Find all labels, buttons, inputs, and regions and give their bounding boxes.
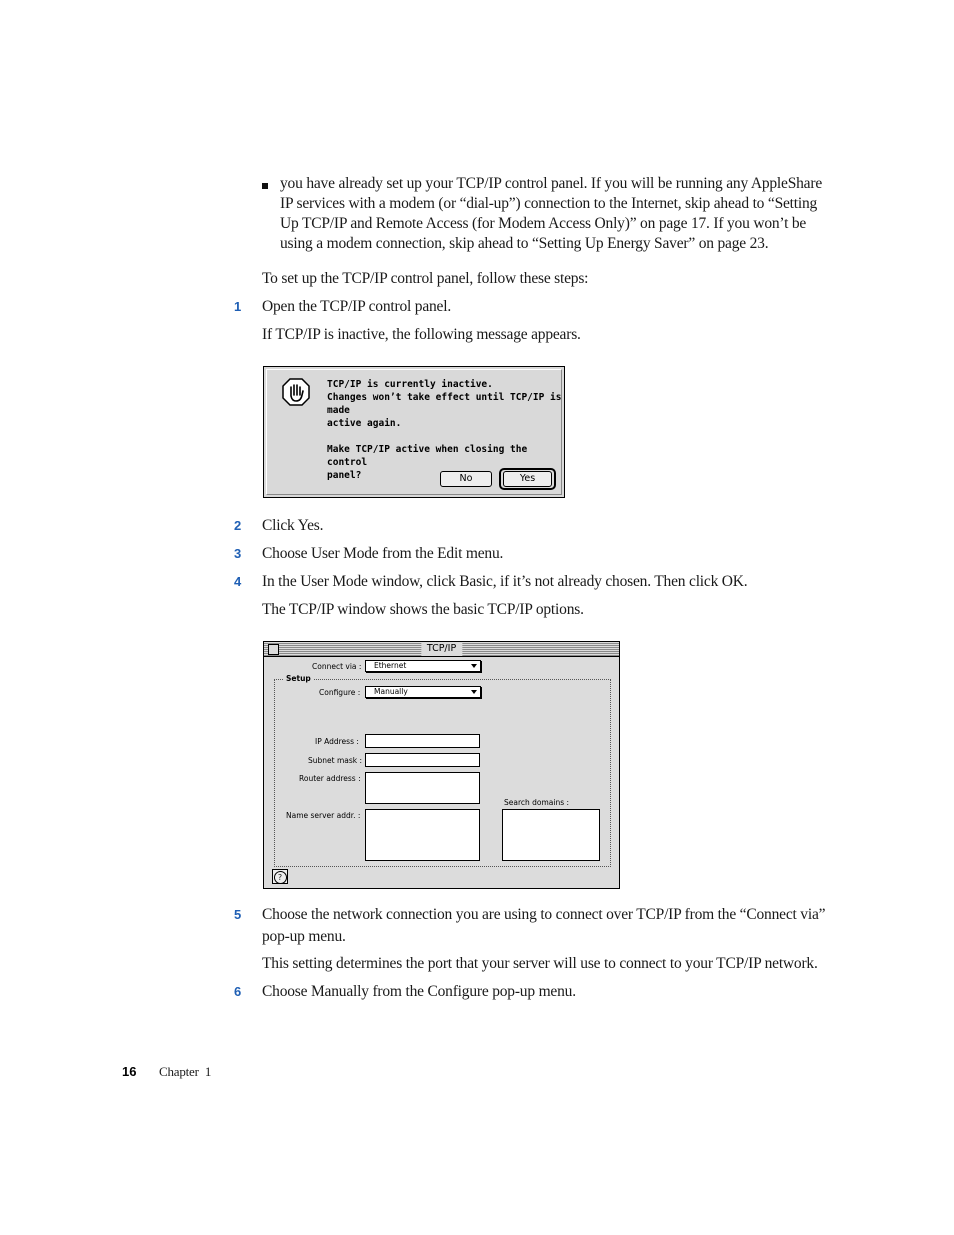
- help-button[interactable]: [272, 869, 288, 884]
- bullet-line-1: you have already set up your TCP/IP control panel. If you will be running any AppleShare: [280, 175, 823, 192]
- close-box-icon[interactable]: [268, 644, 279, 655]
- dialog-line-2: Changes won’t take effect until TCP/IP is made: [327, 392, 562, 416]
- dialog-line-1: TCP/IP is currently inactive.: [327, 379, 493, 390]
- step-2-number: 2: [234, 518, 242, 533]
- help-icon: ?: [274, 871, 287, 884]
- window-titlebar[interactable]: [264, 642, 619, 657]
- subnet-mask-label: Subnet mask :: [308, 756, 363, 765]
- step-1-number: 1: [234, 299, 242, 314]
- ip-address-label: IP Address :: [315, 737, 359, 746]
- connect-via-label: Connect via :: [312, 662, 362, 671]
- search-domains-field[interactable]: [502, 809, 600, 861]
- name-server-field[interactable]: [365, 809, 480, 861]
- note-after-step-4: The TCP/IP window shows the basic TCP/IP options.: [262, 601, 584, 618]
- bullet-line-3: Up TCP/IP and Remote Access (for Modem Access Only)” on page 17. If you won’t be: [280, 215, 807, 232]
- step-6-text: Choose Manually from the Configure pop-up menu.: [262, 983, 576, 1000]
- chevron-down-icon: [471, 690, 477, 694]
- step-1-text: Open the TCP/IP control panel.: [262, 298, 452, 315]
- note-after-step-5: This setting determines the port that your server will use to connect to your TCP/IP network.: [262, 955, 818, 972]
- step-3-number: 3: [234, 546, 242, 561]
- connect-via-popup[interactable]: [365, 660, 481, 672]
- yes-button[interactable]: Yes: [503, 471, 552, 487]
- window-title: TCP/IP: [421, 642, 462, 656]
- step-5-text-line-1: Choose the network connection you are using to connect over TCP/IP from the “Connect via”: [262, 906, 826, 923]
- bullet-line-2: IP services with a modem (or “dial-up”) connection to the Internet, skip ahead to “Setting: [280, 195, 818, 212]
- step-2-text: Click Yes.: [262, 517, 324, 534]
- step-4-number: 4: [234, 574, 242, 589]
- dialog-line-6: panel?: [327, 470, 362, 481]
- search-domains-label: Search domains :: [504, 798, 570, 807]
- ip-address-field[interactable]: [365, 734, 480, 748]
- setup-label: Setup: [286, 674, 311, 683]
- step-4-text: In the User Mode window, click Basic, if it’s not already chosen. Then click OK.: [262, 573, 748, 590]
- step-5-text-line-2: pop-up menu.: [262, 928, 346, 945]
- tcpip-window: [263, 641, 620, 889]
- router-address-label: Router address :: [299, 774, 361, 783]
- intro-text: To set up the TCP/IP control panel, follow these steps:: [262, 270, 589, 287]
- dialog-line-3: active again.: [327, 418, 402, 429]
- bullet-line-4: using a modem connection, skip ahead to “Setting Up Energy Saver” on page 23.: [280, 235, 769, 252]
- step-6-number: 6: [234, 984, 242, 999]
- chevron-down-icon: [471, 664, 477, 668]
- stop-hand-icon: [282, 378, 310, 406]
- subnet-mask-field[interactable]: [365, 753, 480, 767]
- step-5-number: 5: [234, 907, 242, 922]
- tcpip-inactive-dialog: [263, 366, 565, 498]
- page-number: 16: [122, 1064, 137, 1079]
- configure-popup[interactable]: [365, 686, 481, 698]
- name-server-label: Name server addr. :: [286, 811, 361, 820]
- note-after-step-1: If TCP/IP is inactive, the following message appears.: [262, 326, 581, 343]
- configure-label: Configure :: [319, 688, 361, 697]
- bullet-marker: [262, 183, 268, 189]
- dialog-line-5: Make TCP/IP active when closing the control: [327, 444, 528, 468]
- router-address-field[interactable]: [365, 772, 480, 804]
- connect-via-value: Ethernet: [374, 661, 407, 670]
- configure-value: Manually: [374, 687, 408, 696]
- no-button[interactable]: No: [440, 471, 492, 487]
- step-3-text: Choose User Mode from the Edit menu.: [262, 545, 504, 562]
- chapter-label: Chapter 1: [159, 1064, 212, 1079]
